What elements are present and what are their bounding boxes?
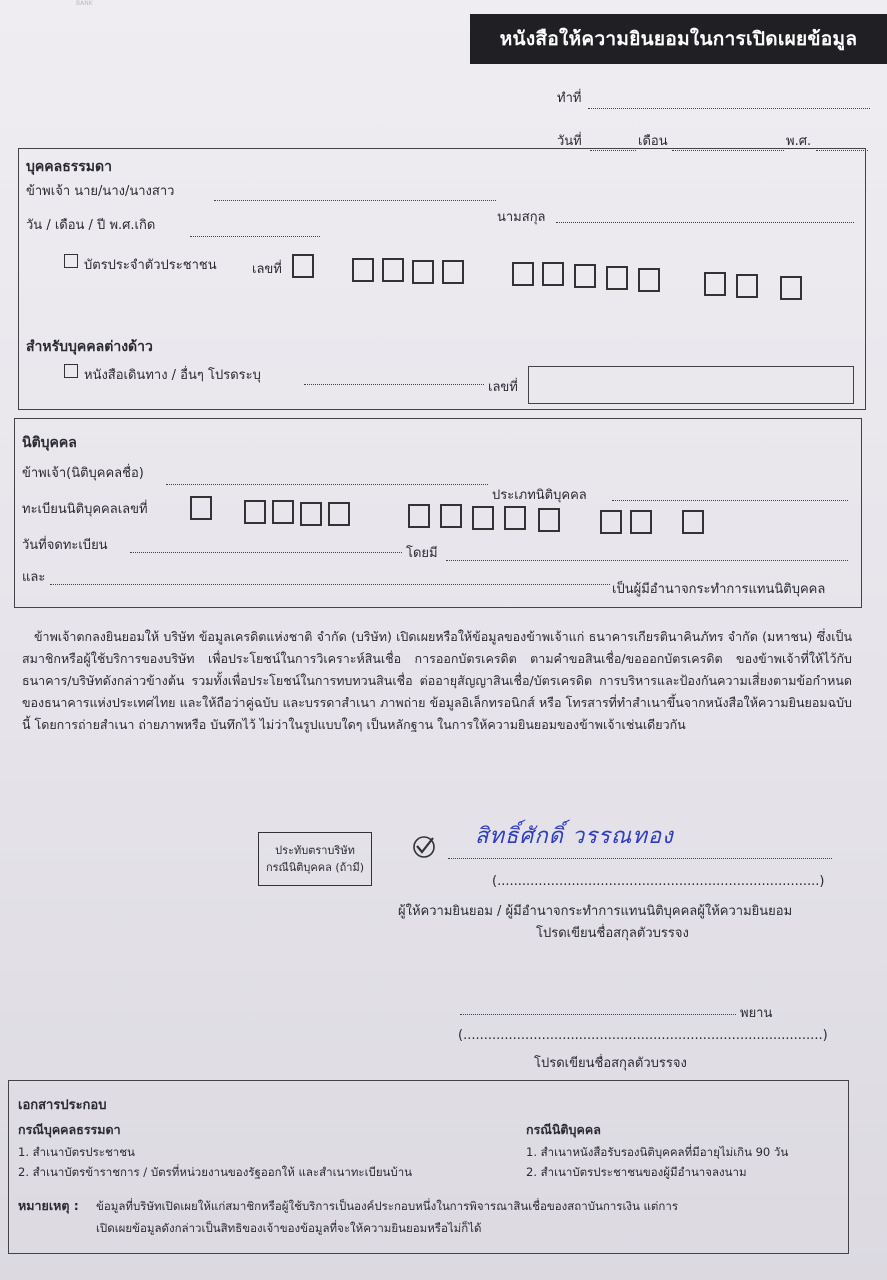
birth-field[interactable] (190, 236, 320, 237)
reg-digit-box[interactable] (244, 500, 266, 524)
witness-name-paren: (.......................................................................................) (458, 1028, 828, 1043)
note-line-2: เปิดเผยข้อมูลดังกล่าวเป็นสิทธิของเจ้าของข้อมูลที่จะให้ความยินยอมหรือไม่ก็ได้ (96, 1221, 482, 1235)
note-line-1: ข้อมูลที่บริษัทเปิดเผยให้แก่สมาชิกหรือผู้ใช้บริการเป็นองค์ประกอบหนึ่งในการพิจารณาสินเชื่อของสถาบันการเงิน แต่การ (96, 1199, 678, 1213)
id-digit-box[interactable] (542, 262, 564, 286)
id-digit-box[interactable] (442, 260, 464, 284)
foreign-heading: สำหรับบุคคลต่างด้าว (26, 339, 153, 355)
id-digit-box[interactable] (574, 264, 596, 288)
id-digit-box[interactable] (606, 266, 628, 290)
name-label: ข้าพเจ้า นาย/นาง/นางสาว (26, 184, 175, 199)
form-title: หนังสือให้ความยินยอมในการเปิดเผยข้อมูล (470, 14, 887, 64)
stamp-line-1: ประทับตราบริษัท (275, 844, 355, 857)
id-digit-box[interactable] (736, 274, 758, 298)
date-label: วันที่ (557, 134, 582, 149)
individual-heading: บุคคลธรรมดา (26, 159, 112, 175)
id-digit-box[interactable] (638, 268, 660, 292)
passport-no-field[interactable] (528, 366, 854, 404)
reg-digit-box[interactable] (190, 496, 212, 520)
attach-individual-item-1: 1. สำเนาบัตรประชาชน (18, 1145, 135, 1159)
bank-tag: BANK (76, 0, 93, 7)
id-card-checkbox[interactable] (64, 254, 78, 268)
id-digit-box[interactable] (412, 260, 434, 284)
passport-label: หนังสือเดินทาง / อื่นๆ โปรดระบุ (84, 368, 261, 383)
juristic-heading: นิติบุคคล (22, 435, 77, 451)
juristic-name-field[interactable] (166, 484, 488, 485)
by-field[interactable] (446, 560, 848, 561)
reg-digit-box[interactable] (630, 510, 652, 534)
stamp-line-2: กรณีนิติบุคคล (ถ้ามี) (265, 861, 365, 874)
witness-label: พยาน (740, 1006, 773, 1021)
company-stamp-box (258, 832, 372, 886)
witness-line[interactable] (460, 1014, 736, 1015)
birth-label: วัน / เดือน / ปี พ.ศ.เกิด (26, 218, 156, 233)
first-name-field[interactable] (214, 200, 496, 201)
reg-date-field[interactable] (130, 552, 402, 553)
reg-date-label: วันที่จดทะเบียน (22, 538, 108, 553)
and-label: และ (22, 570, 46, 585)
id-card-label: บัตรประจำตัวประชาชน (84, 258, 217, 273)
juristic-name-label: ข้าพเจ้า(นิติบุคคลชื่อ) (22, 466, 144, 481)
reg-digit-box[interactable] (328, 502, 350, 526)
passport-checkbox[interactable] (64, 364, 78, 378)
reg-digit-box[interactable] (408, 504, 430, 528)
passport-type-field[interactable] (304, 384, 484, 385)
id-digit-box[interactable] (382, 258, 404, 282)
reg-digit-box[interactable] (472, 506, 494, 530)
month-label: เดือน (638, 134, 668, 149)
signature-line[interactable] (448, 858, 832, 859)
attach-juristic-heading: กรณีนิติบุคคล (526, 1122, 601, 1137)
reg-digit-box[interactable] (682, 510, 704, 534)
authority-label: เป็นผู้มีอำนาจกระทำการแทนนิติบุคคล (612, 582, 826, 597)
and-field[interactable] (50, 584, 610, 585)
id-no-label: เลขที่ (252, 262, 282, 277)
print-name-note: โปรดเขียนชื่อสกุลตัวบรรจง (536, 926, 689, 941)
reg-digit-box[interactable] (538, 508, 560, 532)
checkmark-icon (412, 835, 436, 859)
reg-digit-box[interactable] (504, 506, 526, 530)
signer-name-paren: (..............................................................................) (492, 874, 825, 889)
year-label: พ.ศ. (786, 134, 812, 149)
place-label: ทำที่ (557, 91, 582, 106)
passport-no-label: เลขที่ (488, 380, 518, 395)
attach-juristic-item-2: 2. สำเนาบัตรประชาชนของผู้มีอำนาจลงนาม (526, 1165, 747, 1179)
reg-digit-box[interactable] (440, 504, 462, 528)
reg-no-label: ทะเบียนนิติบุคคลเลขที่ (22, 502, 148, 517)
signature-handwriting: สิทธิ์ศักดิ์ วรรณทอง (475, 824, 674, 849)
surname-field[interactable] (556, 222, 854, 223)
witness-print-note: โปรดเขียนชื่อสกุลตัวบรรจง (534, 1056, 687, 1071)
attach-individual-heading: กรณีบุคคลธรรมดา (18, 1122, 121, 1137)
id-digit-box[interactable] (704, 272, 726, 296)
reg-digit-box[interactable] (272, 500, 294, 524)
attachments-heading: เอกสารประกอบ (18, 1098, 107, 1113)
juristic-type-label: ประเภทนิติบุคคล (492, 488, 587, 503)
surname-label: นามสกุล (497, 210, 546, 225)
id-digit-box[interactable] (352, 258, 374, 282)
id-digit-box[interactable] (292, 254, 314, 278)
id-digit-box[interactable] (780, 276, 802, 300)
attach-individual-item-2: 2. สำเนาบัตรข้าราชการ / บัตรที่หน่วยงานของรัฐออกให้ และสำเนาทะเบียนบ้าน (18, 1165, 413, 1179)
reg-digit-box[interactable] (600, 510, 622, 534)
consent-paragraph: ข้าพเจ้าตกลงยินยอมให้ บริษัท ข้อมูลเครดิตแห่งชาติ จำกัด (บริษัท) เปิดเผยหรือให้ข้อมูลของข้าพเจ้าแก่ ธนาคารเกียรตินาคินภัทร จำกัด (มหาชน) ซึ่งเป็นสมาชิกหรือผู้ใช้บริการของบริษัท เพื่อประโยชน์ในการวิเคราะห์สินเชื่อ การออกบัตรเครดิต ตามคำขอสินเชื่อ/ขอออกบัตรเครดิต ของข้าพเจ้าที่ให้ไว้กับธนาคาร/บริษัทดังกล่าวข้างต้น รวมทั้งเพื่อประโยชน์ในการทบทวนสินเชื่อ ต่ออายุสัญญาสินเชื่อ/บัตรเครดิต การบริหารและป้องกันความเสี่ยงตามข้อกำหนดของธนาคารแห่งประเทศไทย และให้ถือว่าคู่ฉบับ และบรรดาสำเนา ภาพถ่าย ข้อมูลอิเล็กทรอนิกส์ หรือ โทรสารที่ทำสำเนาขึ้นจากหนังสือให้ความยินยอมฉบับนี้ โดยการถ่ายสำเนา ถ่ายภาพหรือ บันทึกไว้ ไม่ว่าในรูปแบบใดๆ เป็นหลักฐาน ในการให้ความยินยอมของข้าพเจ้าเช่นเดียวกัน (22, 629, 852, 732)
note-label: หมายเหตุ : (18, 1198, 79, 1213)
attach-juristic-item-1: 1. สำเนาหนังสือรับรองนิติบุคคลที่มีอายุไม่เกิน 90 วัน (526, 1145, 789, 1159)
id-digit-box[interactable] (512, 262, 534, 286)
by-label: โดยมี (406, 546, 438, 561)
place-field[interactable] (588, 108, 870, 109)
juristic-type-field[interactable] (612, 500, 848, 501)
signer-role: ผู้ให้ความยินยอม / ผู้มีอำนาจกระทำการแทนนิติบุคคลผู้ให้ความยินยอม (398, 904, 793, 919)
reg-digit-box[interactable] (300, 502, 322, 526)
